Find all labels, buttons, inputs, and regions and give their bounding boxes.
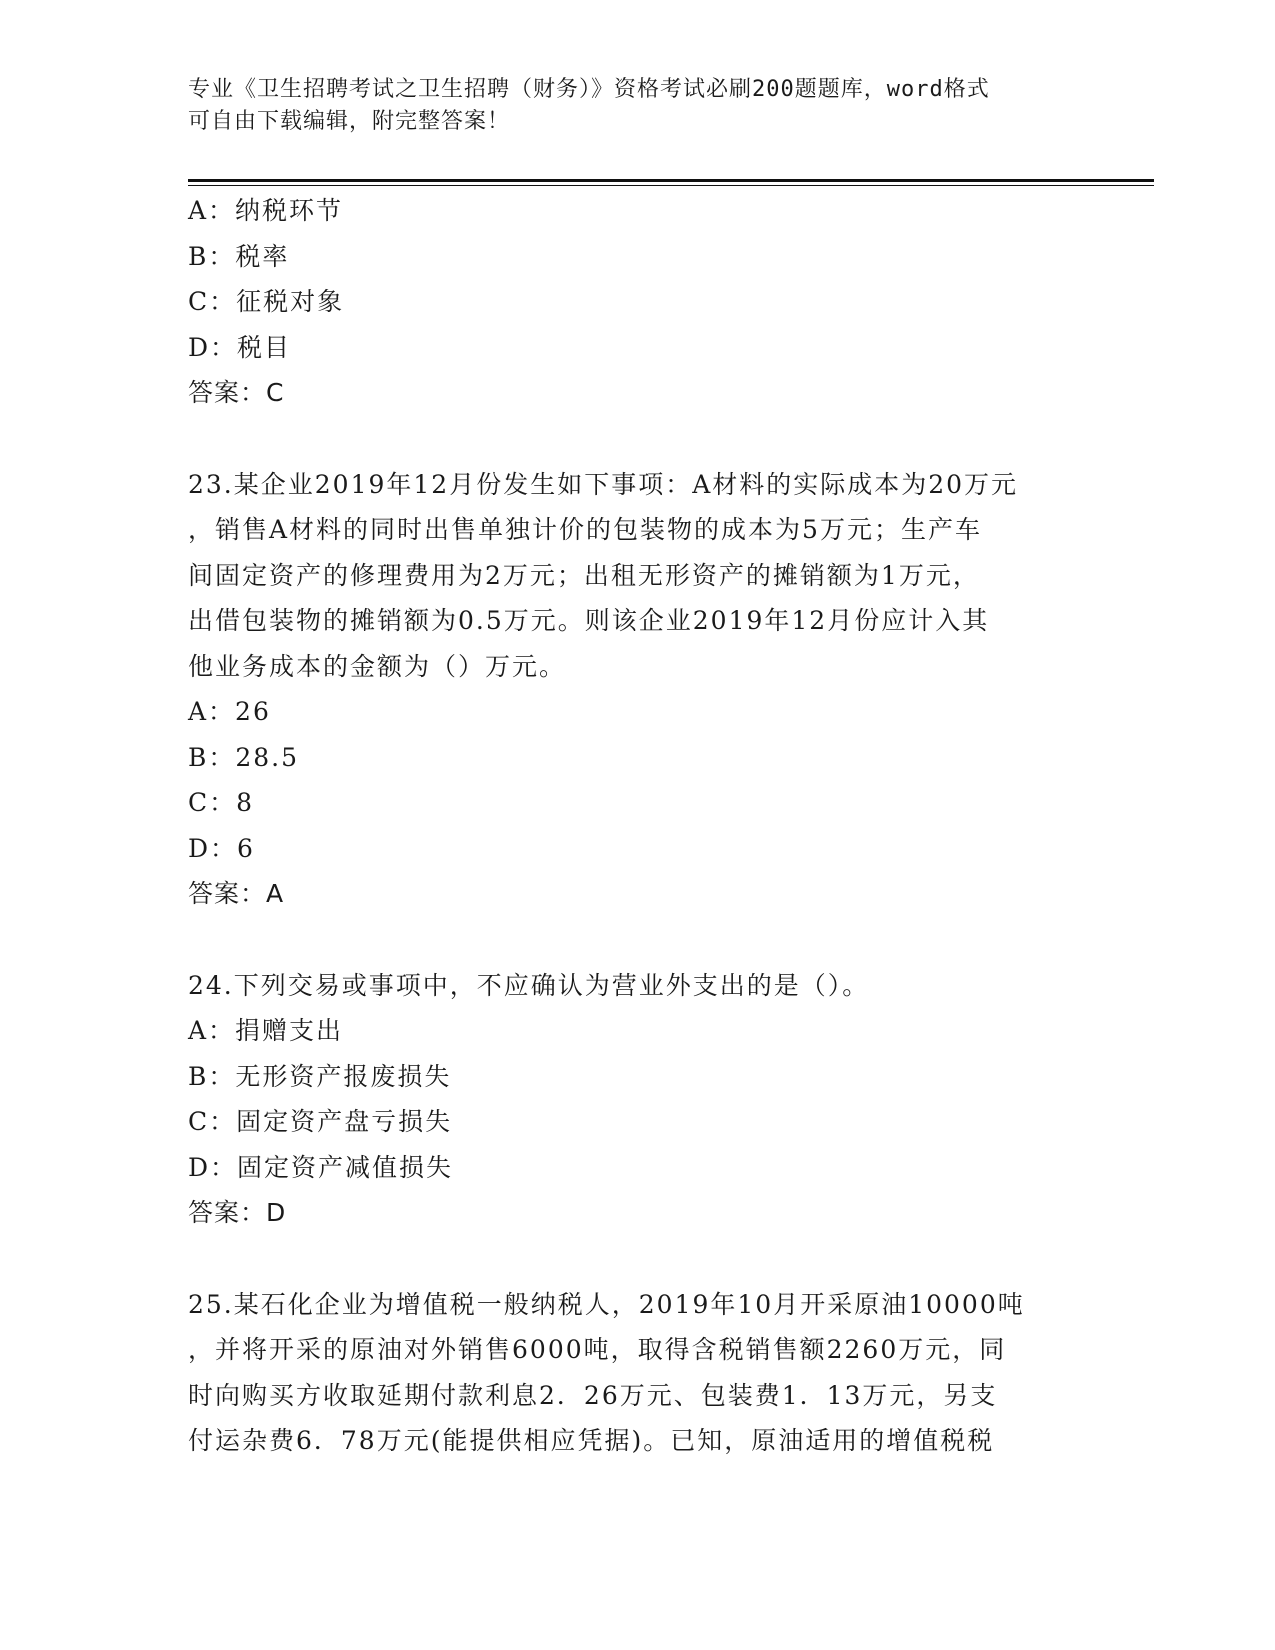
option-a: A：捐赠支出 [188, 1016, 344, 1045]
header-line-1: 专业《卫生招聘考试之卫生招聘（财务）》资格考试必刷200题题库，word格式 [188, 77, 990, 102]
question-stem-line: 23.某企业2019年12月份发生如下事项：A材料的实际成本为20万元 [188, 469, 1019, 499]
option-c: C：征税对象 [188, 287, 345, 316]
option-b: B：28.5 [188, 742, 300, 772]
question-23 [188, 462, 1088, 917]
question-stem-line: 间固定资产的修理费用为2万元；出租无形资产的摊销额为1万元， [188, 560, 980, 590]
answer: 答案：D [188, 1198, 287, 1227]
option-d: D：固定资产减值损失 [188, 1152, 454, 1182]
option-d: D：税目 [188, 332, 292, 362]
header-divider-thin [188, 185, 1154, 186]
answer: 答案：A [188, 879, 285, 908]
option-b: B：无形资产报废损失 [188, 1061, 452, 1091]
option-b: B：税率 [188, 241, 290, 271]
option-d: D：6 [188, 833, 255, 863]
question-stem-line: 出借包装物的摊销额为0.5万元。则该企业2019年12月份应计入其 [188, 606, 990, 635]
question-22 [188, 188, 1088, 416]
question-stem-line: 时向购买方收取延期付款利息2．26万元、包装费1．13万元，另支 [188, 1380, 998, 1410]
question-25 [188, 1282, 1088, 1464]
option-c: C：8 [188, 788, 255, 817]
document-header [188, 74, 1088, 138]
spacer [188, 917, 1088, 963]
option-a: A：纳税环节 [188, 196, 344, 225]
question-24 [188, 963, 1088, 1236]
question-stem-line: 25.某石化企业为增值税一般纳税人，2019年10月开采原油10000吨 [188, 1289, 1025, 1319]
question-stem-line: 付运杂费6．78万元(能提供相应凭据)。已知，原油适用的增值税税 [188, 1426, 995, 1455]
question-stem-line: 24.下列交易或事项中，不应确认为营业外支出的是（）。 [188, 970, 870, 1000]
option-a: A：26 [188, 697, 271, 726]
spacer [188, 416, 1088, 462]
question-content [188, 188, 1088, 1464]
spacer [188, 1236, 1088, 1282]
header-divider-thick [188, 179, 1154, 182]
answer: 答案：C [188, 378, 285, 407]
header-line-2: 可自由下载编辑，附完整答案！ [188, 109, 511, 134]
option-c: C：固定资产盘亏损失 [188, 1107, 453, 1136]
question-stem-line: ，销售A材料的同时出售单独计价的包装物的成本为5万元；生产车 [188, 515, 982, 544]
question-stem-line: ，并将开采的原油对外销售6000吨，取得含税销售额2260万元，同 [188, 1335, 1007, 1364]
question-stem-line: 他业务成本的金额为（）万元。 [188, 651, 567, 681]
